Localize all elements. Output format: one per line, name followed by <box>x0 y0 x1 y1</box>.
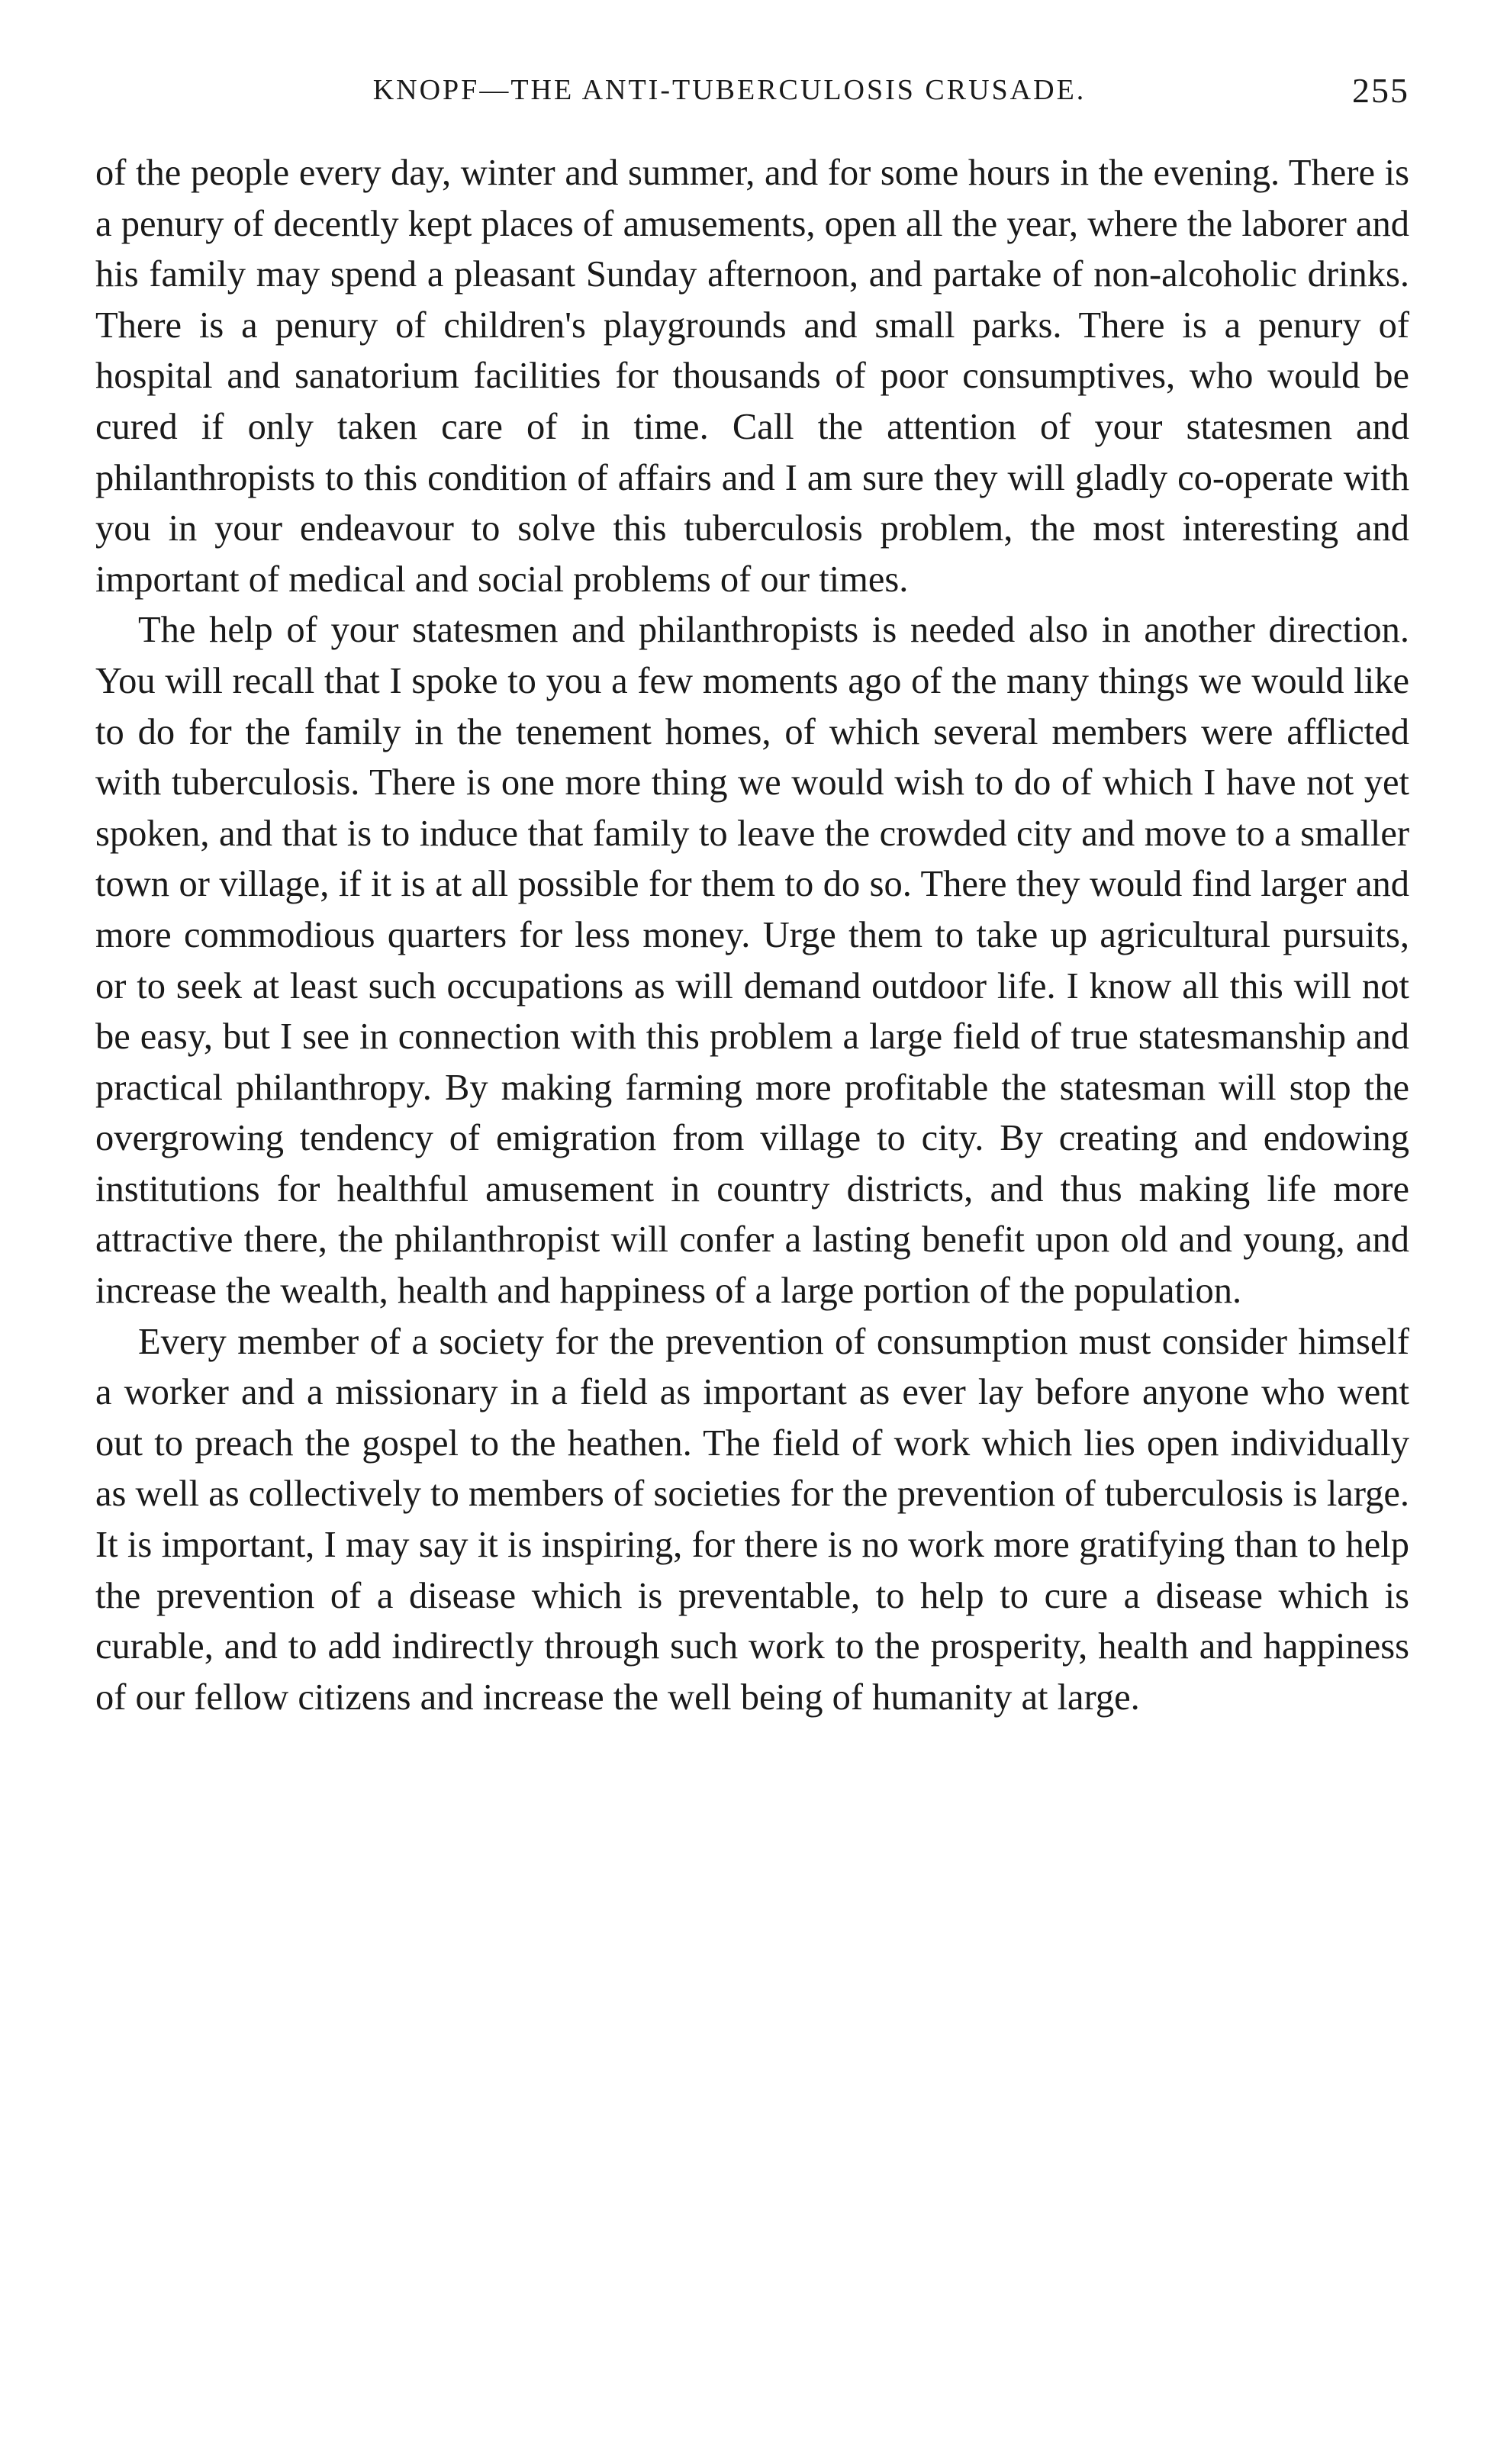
running-title: KNOPF—THE ANTI-TUBERCULOSIS CRUSADE. <box>372 74 1087 106</box>
book-page <box>95 70 1409 1723</box>
page-number: 255 <box>1352 71 1409 110</box>
paragraph-society-members: Every member of a society for the prevention of consumption must consider himself a worker and a missionary in a field as important as ever lay before anyone who went out to preach the gospel to the heathen. The field of work which lies open individually as well as collectively to members of societies for the prevention of tuberculosis is large. It is important, I may say it is inspiring, for there is no work more gratifying than to help the prevention of a disease which is preventable, to help to cure a disease which is curable, and to add indirectly through such work to the prosperity, health and happiness of our fellow citizens and increase the well being of humanity at large. <box>95 1321 1409 1718</box>
paragraph-statesmen: The help of your statesmen and philanthropists is needed also in another direction. You will recall that I spoke to you a few moments ago of the many things we would like to do for the family in the tenement homes, of which several members were afflicted with tuberculosis. There is one more thing we would wish to do of which I have not yet spoken, and that is to induce that family to leave the crowded city and move to a smaller town or village, if it is at all possible for them to do so. There they would find larger and more commodious quarters for less money. Urge them to take up agricultural pursuits, or to seek at least such occupations as will demand outdoor life. I know all this will not be easy, but I see in connection with this problem a large field of true statesmanship and practical philanthropy. By making farming more profitable the statesman will stop the overgrowing tendency of emigration from village to city. By creating and endowing institutions for healthful amusement in country districts, and thus making life more attractive there, the philanthropist will confer a lasting benefit upon old and young, and increase the wealth, health and happiness of a large portion of the population. <box>95 610 1409 1312</box>
body-text <box>95 148 1409 1723</box>
paragraph-continued: of the people every day, winter and summer, and for some hours in the evening. There is a penury of decently kept places of amusements, open all the year, where the laborer and his family may spend a pleasant Sunday afternoon, and partake of non-alcoholic drinks. There is a penury of children's playgrounds and small parks. There is a penury of hospital and sanatorium facilities for thousands of poor consumptives, who would be cured if only taken care of in time. Call the attention of your statesmen and philanthropists to this condition of affairs and I am sure they will gladly co-operate with you in your endeavour to solve this tuberculosis problem, the most interesting and important of medical and social problems of our times. <box>95 153 1409 600</box>
running-head <box>95 70 1409 119</box>
